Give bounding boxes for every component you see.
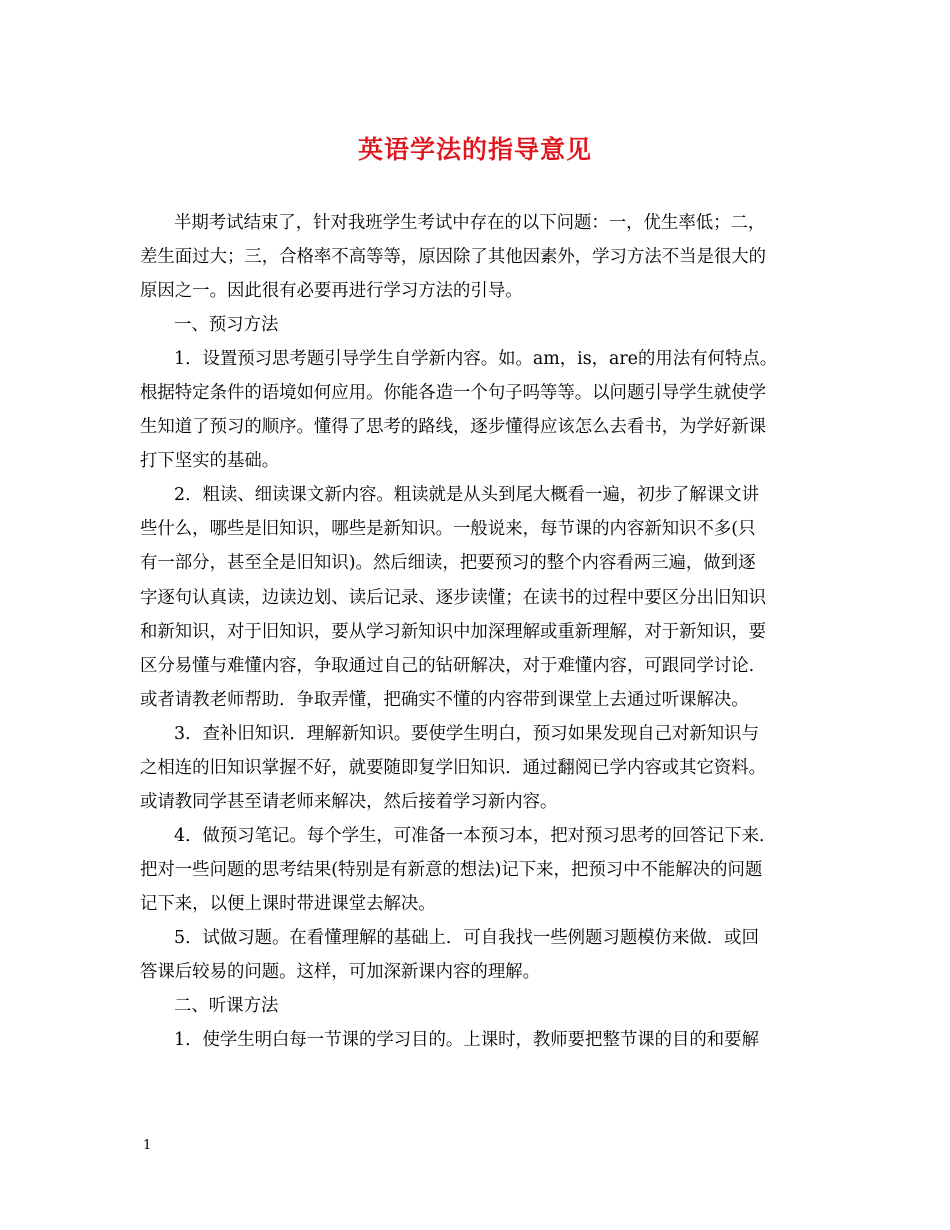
text-line: 根据特定条件的语境如何应用。你能各造一个句子吗等等。以问题引导学生就使学 bbox=[140, 383, 767, 404]
page-number: 1 bbox=[143, 1138, 152, 1153]
text-line: 区分易懂与难懂内容，争取通过自己的钻研解决，对于难懂内容，可跟同学讨论. bbox=[140, 655, 755, 676]
text-line: 2．粗读、细读课文新内容。粗读就是从头到尾大概看一遍，初步了解课文讲 bbox=[174, 485, 759, 506]
text-line: 打下坚实的基础。 bbox=[140, 451, 280, 472]
text-line: 4．做预习笔记。每个学生，可准备一本预习本，把对预习思考的回答记下来． bbox=[174, 825, 777, 846]
text-line: 3．查补旧知识．理解新知识。要使学生明白，预习如果发现自己对新知识与 bbox=[174, 723, 759, 744]
text-line: 记下来，以便上课时带进课堂去解决。 bbox=[140, 893, 436, 914]
text-line: 原因之一。因此很有必要再进行学习方法的引导。 bbox=[140, 281, 523, 302]
text-line: 字逐句认真读，边读边划、读后记录、逐步读懂；在读书的过程中要区分出旧知识 bbox=[140, 587, 767, 608]
text-line: 5．试做习题。在看懂理解的基础上．可自我找一些例题习题模仿来做．或回 bbox=[174, 927, 759, 948]
section-heading: 一、预习方法 bbox=[174, 315, 279, 336]
text-line: 1．使学生明白每一节课的学习目的。上课时，教师要把整节课的目的和要解 bbox=[174, 1030, 759, 1051]
text-line: 或者请教老师帮助．争取弄懂，把确实不懂的内容带到课堂上去通过听课解决。 bbox=[140, 689, 749, 710]
text-line: 差生面过大；三，合格率不高等等，原因除了其他因素外，学习方法不当是很大的 bbox=[140, 247, 767, 268]
text-line: 和新知识，对于旧知识，要从学习新知识中加深理解或重新理解，对于新知识，要 bbox=[140, 621, 767, 642]
text-line: 有一部分，甚至全是旧知识)。然后细读，把要预习的整个内容看两三遍，做到逐 bbox=[140, 553, 756, 574]
text-line: 生知道了预习的顺序。懂得了思考的路线，逐步懂得应该怎么去看书，为学好新课 bbox=[140, 417, 767, 438]
section-heading: 二、听课方法 bbox=[174, 996, 279, 1017]
text-line: 把对一些问题的思考结果(特别是有新意的想法)记下来，把预习中不能解决的问题 bbox=[140, 859, 763, 880]
text-line: 1．设置预习思考题引导学生自学新内容。如。am，is，are的用法有何特点。 bbox=[174, 349, 778, 370]
text-line: 半期考试结束了，针对我班学生考试中存在的以下问题：一，优生率低；二， bbox=[174, 213, 766, 233]
text-line: 或请教同学甚至请老师来解决，然后接着学习新内容。 bbox=[140, 791, 558, 812]
text-line: 些什么，哪些是旧知识，哪些是新知识。一般说来，每节课的内容新知识不多(只 bbox=[140, 519, 756, 540]
document-body bbox=[140, 206, 820, 1057]
text-line: 答课后较易的问题。这样，可加深新课内容的理解。 bbox=[140, 962, 540, 983]
document-title: 英语学法的指导意见 bbox=[357, 135, 592, 164]
text-line: 之相连的旧知识掌握不好，就要随即复学旧知识．通过翻阅已学内容或其它资料。 bbox=[140, 757, 767, 778]
